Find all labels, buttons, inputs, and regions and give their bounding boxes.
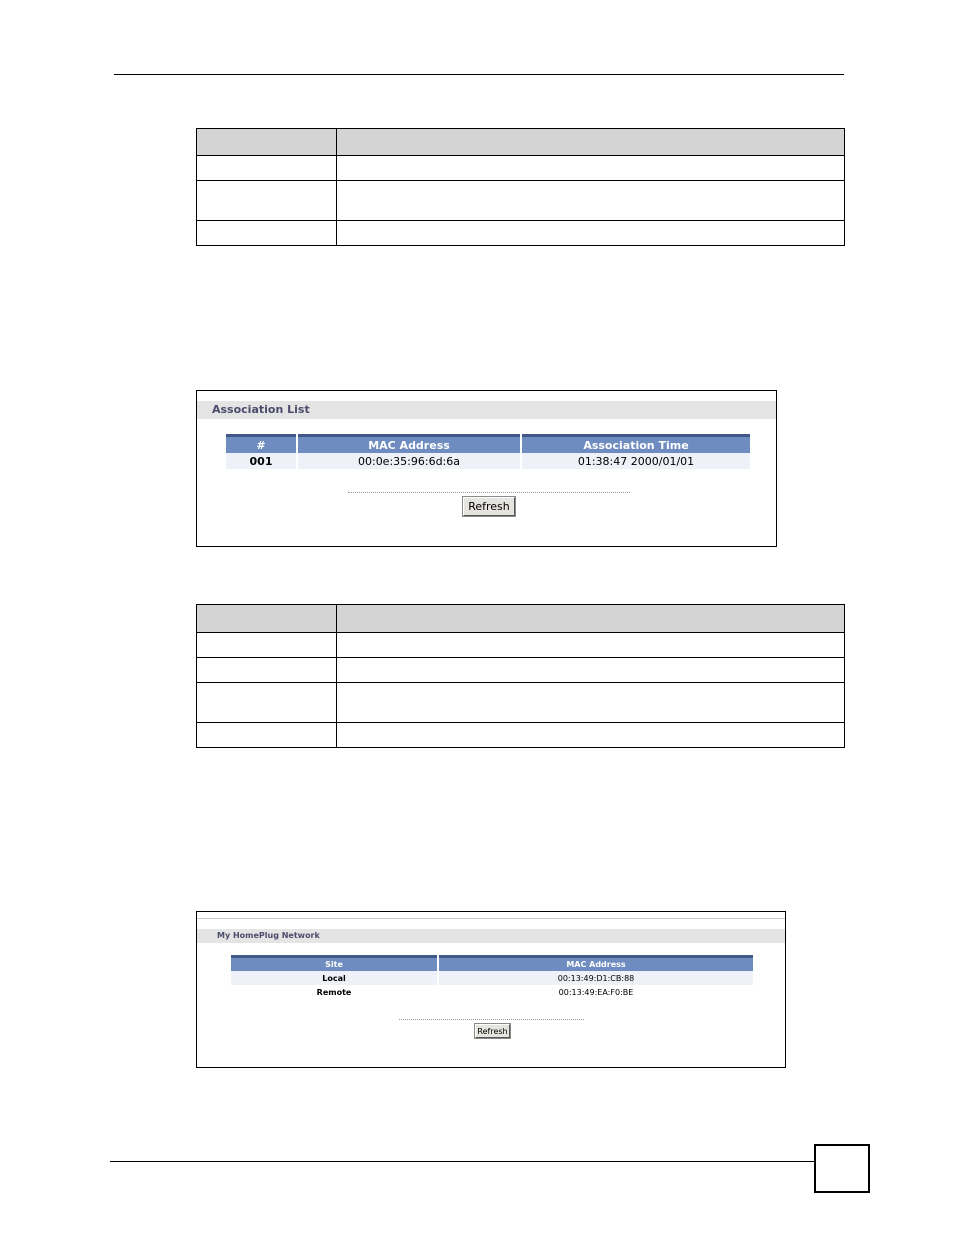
table-row	[226, 453, 750, 469]
refresh-button[interactable]: Refresh	[475, 1024, 510, 1038]
column-header-site: Site	[231, 955, 437, 971]
table-cell	[337, 221, 845, 246]
table-header-description	[337, 129, 845, 156]
row-mac-address: 00:0e:35:96:6d:6a	[298, 453, 520, 469]
table-cell	[197, 683, 337, 723]
panel-title: Association List	[197, 401, 776, 419]
homeplug-table	[229, 955, 755, 999]
homeplug-network-panel	[196, 911, 786, 1068]
table-row	[231, 985, 753, 999]
field-description-table-1	[196, 128, 845, 246]
separator	[348, 492, 630, 493]
row-association-time: 01:38:47 2000/01/01	[522, 453, 750, 469]
field-description-table-2	[196, 604, 845, 748]
column-header-association-time: Association Time	[522, 434, 750, 453]
table-cell	[197, 156, 337, 181]
row-mac-address: 00:13:49:D1:CB:88	[439, 971, 753, 985]
table-header-label	[197, 129, 337, 156]
table-cell	[337, 156, 845, 181]
table-header-label	[197, 605, 337, 633]
table-cell	[337, 633, 845, 658]
table-cell	[197, 723, 337, 748]
column-header-mac-address: MAC Address	[439, 955, 753, 971]
table-cell	[337, 181, 845, 221]
table-cell	[197, 181, 337, 221]
table-cell	[337, 658, 845, 683]
row-site: Local	[231, 971, 437, 985]
table-cell	[337, 683, 845, 723]
column-header-index: #	[226, 434, 296, 453]
association-list-panel	[196, 390, 777, 547]
table-header-description	[337, 605, 845, 633]
row-mac-address: 00:13:49:EA:F0:BE	[558, 987, 634, 997]
table-cell	[197, 658, 337, 683]
panel-top-strip	[197, 918, 785, 919]
table-cell	[337, 723, 845, 748]
table-cell	[197, 221, 337, 246]
refresh-button[interactable]: Refresh	[463, 497, 515, 516]
table-cell	[197, 633, 337, 658]
page-number-box	[814, 1144, 870, 1193]
column-header-mac-address: MAC Address	[298, 434, 520, 453]
row-index: 001	[226, 453, 296, 469]
footer-rule	[110, 1161, 814, 1162]
association-table	[224, 434, 752, 469]
panel-title: My HomePlug Network	[197, 929, 785, 943]
table-row	[231, 971, 753, 985]
separator	[399, 1019, 584, 1020]
header-rule	[114, 74, 844, 75]
row-site: Remote	[316, 987, 352, 997]
